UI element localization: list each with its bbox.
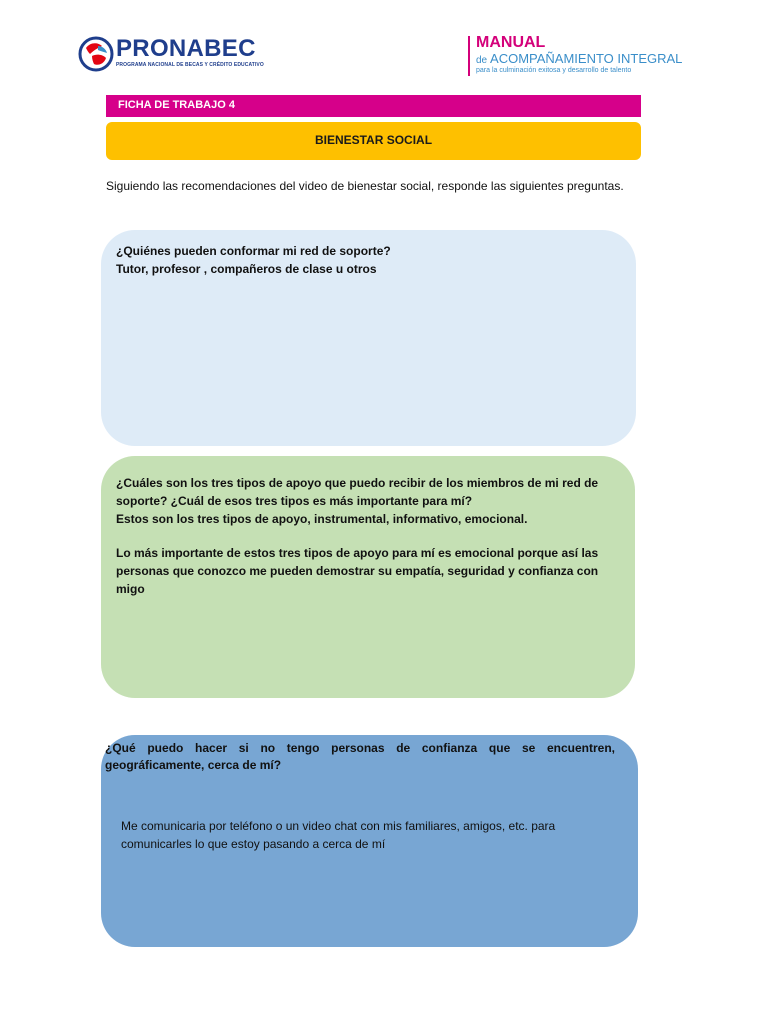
- question-box-3: [101, 735, 638, 947]
- answer-1: Tutor, profesor , compañeros de clase u otros: [116, 262, 377, 276]
- answer-3-line-2: comunicarles lo que estoy pasando a cerca de mí: [121, 837, 386, 851]
- logo-wordmark: PRONABEC: [116, 35, 256, 62]
- question-1: ¿Quiénes pueden conformar mi red de soporte?: [116, 244, 391, 258]
- answer-2-line-1: Estos son los tres tipos de apoyo, instrumental, informativo, emocional.: [116, 512, 528, 526]
- manual-title: MANUAL: [476, 34, 546, 51]
- answer-3-line-1: Me comunicaria por teléfono o un video chat con mis familiares, amigos, etc. para: [121, 819, 556, 833]
- answer-2b-line-1: Lo más importante de estos tres tipos de apoyo para mí es emocional porque así las: [116, 546, 599, 560]
- manual-subtitle-main: ACOMPAÑAMIENTO INTEGRAL: [490, 51, 683, 66]
- question-2-line-1: ¿Cuáles son los tres tipos de apoyo que puedo recibir de los miembros de mi red de: [116, 476, 599, 490]
- answer-2b-line-3: migo: [116, 582, 145, 596]
- question-3: ¿Qué puedo hacer si no tengo personas de confianza que se encuentren, geográficamente, cerca de mí?: [105, 741, 615, 772]
- question-box-2: [101, 456, 635, 698]
- section-title: BIENESTAR SOCIAL: [314, 133, 433, 147]
- answer-2b-line-2: personas que conozco me pueden demostrar su empatía, seguridad y confianza con: [116, 564, 599, 578]
- globe-icon: [78, 36, 114, 72]
- ficha-label: FICHA DE TRABAJO 4: [118, 99, 235, 111]
- manual-logo: [466, 34, 686, 78]
- logo-tagline: PROGRAMA NACIONAL DE BECAS Y CRÉDITO EDUCATIVO: [116, 62, 264, 68]
- question-2-line-2: soporte? ¿Cuál de esos tres tipos es más importante para mí?: [116, 494, 473, 508]
- logo-divider: [468, 36, 470, 76]
- manual-caption: para la culminación exitosa y desarrollo de talento: [476, 67, 632, 74]
- question-box-1: [101, 230, 636, 446]
- ficha-header-bar: [106, 95, 641, 117]
- pronabec-logo: [78, 34, 278, 74]
- answer-3: [121, 817, 601, 853]
- manual-subtitle: [476, 51, 682, 68]
- manual-subtitle-prefix: de: [476, 55, 488, 66]
- section-title-bar: [106, 122, 641, 160]
- instruction-text: Siguiendo las recomendaciones del video de bienestar social, responde las siguientes preguntas.: [106, 179, 624, 193]
